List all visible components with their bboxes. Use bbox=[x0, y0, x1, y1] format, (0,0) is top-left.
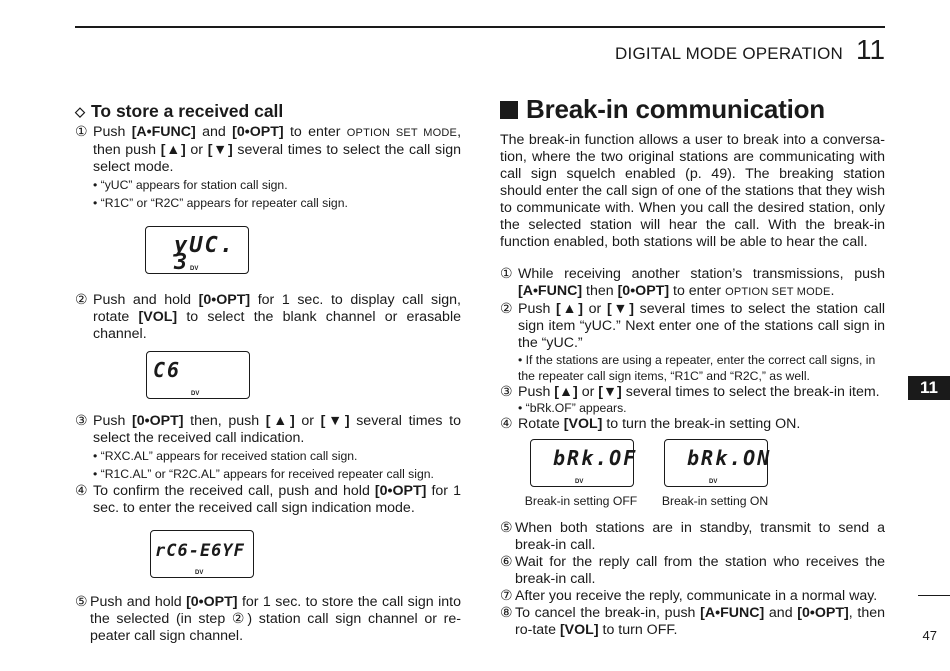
lcd-off-figure bbox=[524, 439, 640, 510]
dv-badge: DV bbox=[190, 266, 199, 272]
caption-off: Break-in setting OFF bbox=[524, 494, 638, 508]
chapter-number: 11 bbox=[856, 34, 886, 65]
chapter-tab: 11 bbox=[908, 376, 950, 400]
tab-rule bbox=[918, 595, 950, 596]
square-bullet-icon bbox=[500, 101, 518, 119]
lcd-display-on bbox=[664, 439, 772, 487]
diamond-icon: ◇ bbox=[75, 104, 85, 119]
lcd-text: rC6-E6YF bbox=[155, 541, 245, 561]
dv-badge: DV bbox=[575, 479, 584, 485]
section-heading: Break-in communication bbox=[500, 100, 885, 118]
step-5: ⑤ When both stations are in standby, transmit to send a break-in call. bbox=[500, 520, 885, 553]
step-5: ⑤ Push and hold [0•OPT] for 1 sec. to store the call sign into the selected (in step ②) station call sign channel or re-peater call sign channel. bbox=[75, 594, 461, 644]
lcd-on-figure bbox=[661, 439, 774, 510]
step-3: ③ Push [▲] or [▼] several times to select the break-in item. bbox=[500, 384, 880, 400]
lcd-text: C6 bbox=[153, 358, 182, 382]
note: • “bRk.OF” appears. bbox=[518, 401, 627, 415]
note: • “R1C.AL” or “R2C.AL” appears for received repeater call sign. bbox=[93, 467, 434, 481]
lcd-pair bbox=[524, 439, 885, 510]
page-number: 47 bbox=[922, 628, 937, 643]
dv-badge: DV bbox=[191, 391, 200, 397]
step-3: ③ Push [0•OPT] then, push [▲] or [▼] several times to select the received call indication. bbox=[75, 413, 461, 446]
dv-badge: DV bbox=[195, 570, 204, 576]
lcd-text: bRk.ON bbox=[687, 446, 772, 470]
lcd-text: bRk.OF bbox=[553, 446, 638, 470]
step-8: ⑧ To cancel the break-in, push [A•FUNC] and [0•OPT], then ro-tate [VOL] to turn OFF. bbox=[500, 605, 886, 638]
header-rule bbox=[75, 26, 885, 28]
caption-on: Break-in setting ON bbox=[661, 494, 769, 508]
lcd-text: yUC. 3 bbox=[174, 233, 235, 275]
step-4: ④ To confirm the received call, push and hold [0•OPT] for 1 sec. to enter the received call sign indication mode. bbox=[75, 483, 461, 516]
step-1: ① Push [A•FUNC] and [0•OPT] to enter OPTION SET MODE, then push [▲] or [▼] several times to select the call sign select mode. bbox=[75, 124, 462, 175]
lcd-display bbox=[145, 226, 249, 274]
step-4: ④ Rotate [VOL] to turn the break-in setting ON. bbox=[500, 416, 801, 432]
intro-paragraph: The break-in function allows a user to break into a conversa-tion, where the two original stations are communicating with call sign squelch enabled (p. 49). The breaking station should enter the call sign of one of the stations that they wish to communicate with. When you call the desired station, only the selected station will hear the call. With the break-in function enabled, both stations will be able to hear the call. bbox=[500, 132, 885, 250]
lcd-display bbox=[146, 351, 250, 399]
step-7: ⑦ After you receive the reply, communicate in a normal way. bbox=[500, 588, 878, 604]
step-6: ⑥ Wait for the reply call from the station who receives the break-in call. bbox=[500, 554, 885, 587]
step-2: ② Push [▲] or [▼] several times to select the station call sign item “yUC.” Next enter one of the stations call sign in the “yUC.” bbox=[500, 301, 885, 351]
right-column bbox=[500, 94, 886, 639]
dv-badge: DV bbox=[709, 479, 718, 485]
note: • “RXC.AL” appears for received station call sign. bbox=[93, 449, 358, 463]
note: • “yUC” appears for station call sign. bbox=[93, 178, 288, 192]
step-1: ① While receiving another station’s transmissions, push [A•FUNC] then [0•OPT] to enter OPTION SET MODE. bbox=[500, 266, 885, 299]
lcd-display-off bbox=[530, 439, 638, 487]
step-2: ② Push and hold [0•OPT] for 1 sec. to display call sign, rotate [VOL] to select the blank channel or erasable channel. bbox=[75, 292, 461, 342]
note: • “R1C” or “R2C” appears for repeater call sign. bbox=[93, 196, 348, 210]
note: • If the stations are using a repeater, enter the correct call signs, in the repeater call sign items, “R1C” and “R2C,” as well. bbox=[518, 353, 876, 383]
section-title: DIGITAL MODE OPERATION bbox=[615, 44, 843, 63]
left-column bbox=[75, 103, 461, 645]
lcd-display bbox=[150, 530, 254, 578]
subheading: ◇ To store a received call bbox=[75, 101, 284, 121]
